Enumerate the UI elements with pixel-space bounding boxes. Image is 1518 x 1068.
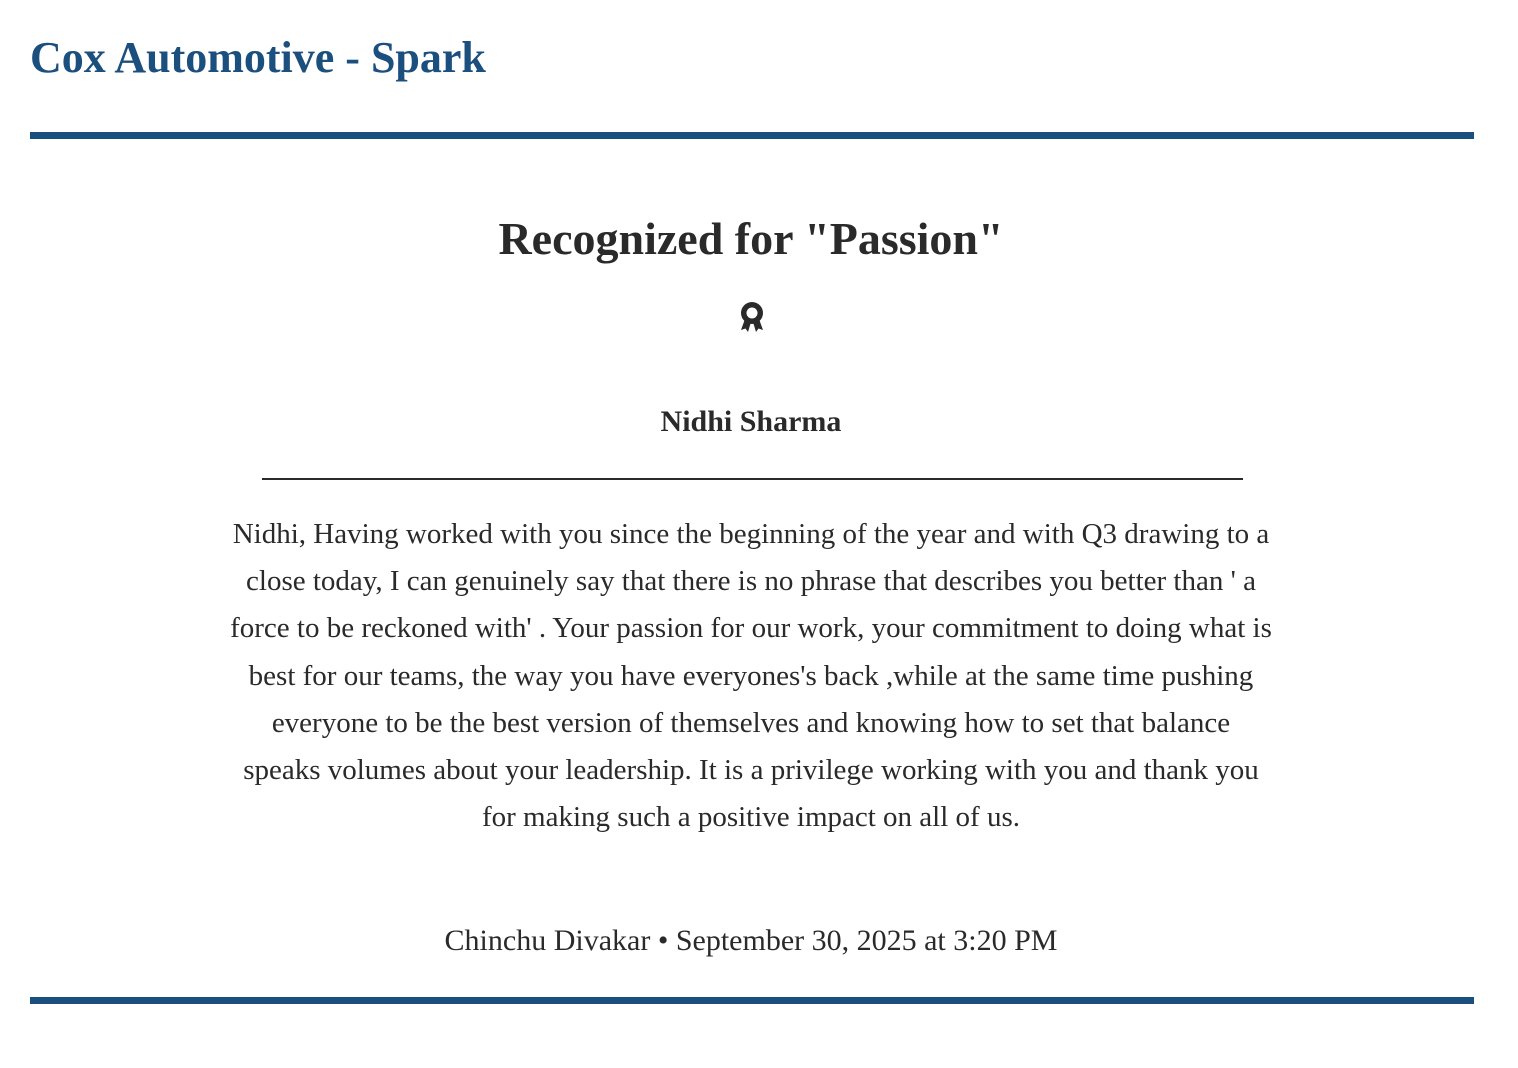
header-divider [30, 132, 1474, 139]
recipient-name: Nidhi Sharma [660, 405, 842, 438]
timestamp: September 30, 2025 at 3:20 PM [675, 924, 1058, 957]
footer-divider [30, 997, 1474, 1004]
recognition-message: Nidhi, Having worked with you since the beginning of the year and with Q3 drawing to a close today, I can genuinely say that there is no phrase that describes you better than ' a force to be reckoned with' . Your passion for our work, your commitment to doing what is best for our teams, the way you have everyones's back ,while at the same time pushing everyone to be the best version of themselves and knowing how to set that balance speaks volumes about your leadership. It is a privilege working with you and thank you for making such a positive impact on all of us. [230, 518, 1272, 834]
app-title: Cox Automotive - Spark [30, 33, 486, 82]
recognition-title: Recognized for "Passion" [498, 213, 1004, 264]
byline [0, 921, 1502, 961]
recipient-divider [262, 478, 1243, 480]
award-ribbon-icon [736, 300, 768, 334]
byline-separator: • [657, 924, 669, 957]
author-name: Chinchu Divakar [444, 924, 651, 957]
